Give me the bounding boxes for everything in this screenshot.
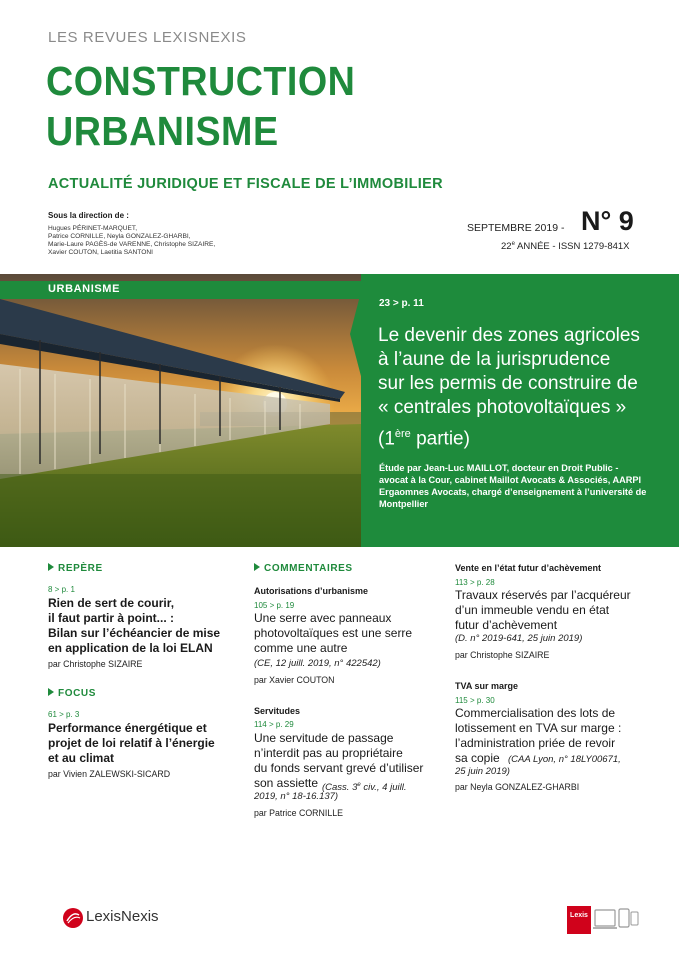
article-ref: 115 > p. 30	[455, 696, 495, 705]
feature-title-line: « centrales photovoltaïques »	[378, 397, 627, 418]
article-rubric: Servitudes	[254, 706, 301, 716]
article-byline: par Christophe SIZAIRE	[48, 659, 143, 669]
section-repere: REPÈRE	[48, 563, 103, 574]
article-title-line: Travaux réservés par l’acquéreur	[455, 588, 631, 602]
article-byline: par Neyla GONZALEZ-GHARBI	[455, 782, 580, 792]
article-rubric: TVA sur marge	[455, 681, 519, 691]
journal-subtitle: ACTUALITÉ JURIDIQUE ET FISCALE DE L’IMMOBILIER	[48, 176, 443, 192]
direction-line: Hugues PÉRINET-MARQUET,	[48, 225, 138, 232]
feature-title-line: Le devenir des zones agricoles	[378, 325, 640, 346]
article-title-line: d’un immeuble vendu en état	[455, 603, 610, 617]
section-commentaires: COMMENTAIRES	[254, 563, 353, 574]
article-citation: (Cass. 3e civ., 4 juill.	[322, 782, 407, 794]
issue-date: SEPTEMBRE 2019 -	[467, 222, 565, 234]
article-title-line: Commercialisation des lots de	[455, 706, 616, 720]
issue-number: N° 9	[581, 206, 634, 236]
triangle-icon	[48, 563, 54, 571]
direction-line: Xavier COUTON, Laetitia SANTONI	[48, 249, 153, 256]
feature-author-line: Ergaomnes Avocats, chargé d’enseignement à l’université de	[379, 487, 647, 497]
article-title-line: du fonds servant grevé d’utiliser	[254, 761, 424, 775]
article-byline: par Patrice CORNILLE	[254, 808, 343, 818]
feature-author-line: avocat à la Cour, cabinet Maillot Avocats & Associés, AARPI	[379, 475, 642, 485]
article-citation: 25 juin 2019)	[455, 766, 510, 777]
article-title-line: Une servitude de passage	[254, 731, 394, 745]
article-citation: (CAA Lyon, n° 18LY00671,	[508, 754, 621, 765]
article-title-line: futur d’achèvement	[455, 618, 558, 632]
triangle-icon	[254, 563, 260, 571]
article-title-line: lotissement en TVA sur marge :	[455, 721, 622, 735]
journal-title-line2: URBANISME	[46, 108, 279, 154]
article-byline: par Xavier COUTON	[254, 675, 335, 685]
article-ref: 8 > p. 1	[48, 585, 75, 594]
article-title-line: Rien de sert de courir,	[48, 596, 175, 610]
article-title-line: en application de la loi ELAN	[48, 641, 213, 655]
feature-title-line: sur les permis de construire de	[378, 373, 638, 394]
journal-title-line1: CONSTRUCTION	[46, 58, 356, 104]
article-title-line: l’administration priée de revoir	[455, 736, 616, 750]
article-title-line: il faut partir à point... :	[48, 611, 174, 625]
article-citation: (D. n° 2019-641, 25 juin 2019)	[455, 633, 583, 644]
article-ref: 105 > p. 19	[254, 601, 295, 610]
article-title-line: comme une autre	[254, 641, 348, 655]
section-tag: URBANISME	[48, 283, 121, 295]
article-rubric: Autorisations d’urbanisme	[254, 586, 369, 596]
article-title-line: projet de loi relatif à l’énergie	[48, 736, 215, 750]
series-name: LES REVUES LEXISNEXIS	[48, 29, 247, 46]
article-ref: 61 > p. 3	[48, 710, 80, 719]
triangle-icon	[48, 688, 54, 696]
section-focus: FOCUS	[48, 688, 96, 699]
article-ref: 114 > p. 29	[254, 720, 294, 729]
article-title-line: son assiette	[254, 776, 319, 790]
feature-title-line: à l’aune de la jurisprudence	[378, 349, 611, 370]
direction-heading: Sous la direction de :	[48, 211, 129, 220]
greenhouse-photo	[0, 274, 361, 547]
direction-line: Patrice CORNILLE, Neyla GONZALEZ-GHARBI,	[48, 233, 191, 240]
article-rubric: Vente en l’état futur d’achèvement	[455, 563, 602, 573]
article-title-line: sa copie	[455, 751, 500, 765]
article-byline: par Christophe SIZAIRE	[455, 650, 550, 660]
feature-panel	[361, 274, 679, 547]
feature-author-line: Étude par Jean-Luc MAILLOT, docteur en Droit Public -	[379, 463, 619, 473]
article-title-line: Bilan sur l’échéancier de mise	[48, 626, 221, 640]
article-title-line: et au climat	[48, 751, 115, 765]
issue-year-issn: 22e ANNÉE - ISSN 1279-841X	[501, 241, 630, 253]
lexisnexis-logo-icon	[62, 907, 84, 934]
article-byline: par Vivien ZALEWSKI-SICARD	[48, 769, 171, 779]
section-tag-bar	[0, 281, 361, 299]
article-title-line: n’interdit pas au propriétaire	[254, 746, 403, 760]
article-title-line: photovoltaïques est une serre	[254, 626, 413, 640]
article-title-line: Performance énergétique et	[48, 721, 207, 735]
feature-ref: 23 > p. 11	[379, 298, 424, 309]
article-ref: 113 > p. 28	[455, 578, 495, 587]
lexis-app-badge	[567, 906, 639, 945]
article-title-line: Une serre avec panneaux	[254, 611, 392, 625]
feature-block	[0, 274, 679, 547]
badge-text: Lexis	[570, 912, 588, 919]
article-citation: 2019, n° 18-16.137)	[254, 791, 339, 802]
direction-line: Marie-Laure PAGÈS-de VARENNE, Christophe SIZAIRE,	[48, 241, 216, 248]
article-citation: (CE, 12 juill. 2019, n° 422542)	[254, 658, 381, 669]
feature-author-line: Montpellier	[379, 499, 429, 509]
feature-title-line: (1ère partie)	[378, 428, 470, 450]
lexisnexis-logo-text: LexisNexis	[86, 908, 159, 925]
